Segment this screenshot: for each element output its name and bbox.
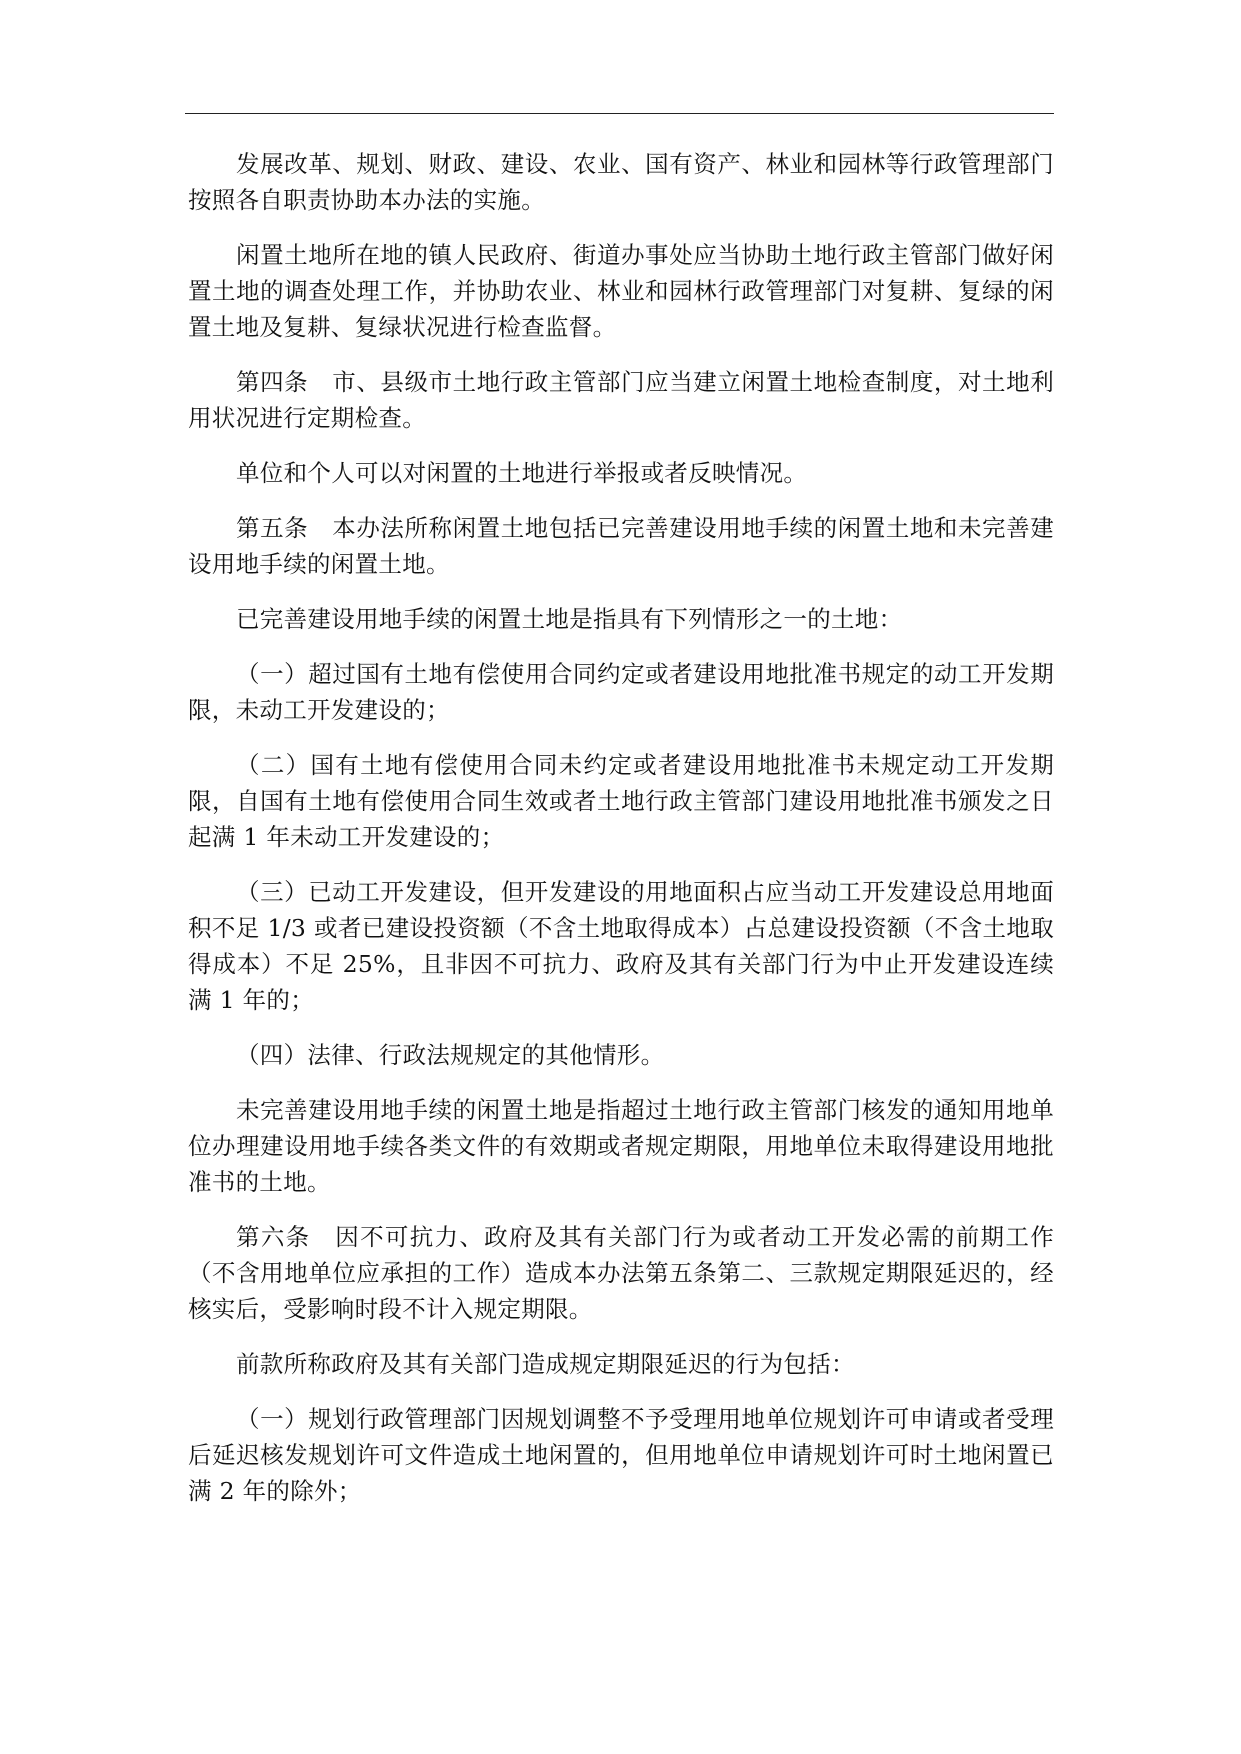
paragraph-item-3: （三）已动工开发建设，但开发建设的用地面积占应当动工开发建设总用地面积不足 1/3 或者已建设投资额（不含土地取得成本）占总建设投资额（不含土地取得成本）不足 25%，且非因不可抗力、政府及其有关部门行为中止开发建设连续满 1 年的； <box>188 878 1054 1014</box>
paragraph-item-1: （一）超过国有土地有偿使用合同约定或者建设用地批准书规定的动工开发期限，未动工开发建设的； <box>188 660 1054 724</box>
paragraph-uncompleted-procedures-definition: 未完善建设用地手续的闲置土地是指超过土地行政主管部门核发的通知用地单位办理建设用地手续各类文件的有效期或者规定期限，用地单位未取得建设用地批准书的土地。 <box>188 1096 1054 1196</box>
paragraph-government-delay-behaviors: 前款所称政府及其有关部门造成规定期限延迟的行为包括： <box>236 1350 855 1378</box>
paragraph-planning-delay-item-1: （一）规划行政管理部门因规划调整不予受理用地单位规划许可申请或者受理后延迟核发规划许可文件造成土地闲置的，但用地单位申请规划许可时土地闲置已满 2 年的除外； <box>188 1405 1054 1505</box>
paragraph-completed-procedures-definition: 已完善建设用地手续的闲置土地是指具有下列情形之一的土地： <box>236 605 903 633</box>
paragraph-item-4: （四）法律、行政法规规定的其他情形。 <box>236 1041 665 1069</box>
paragraph-item-2: （二）国有土地有偿使用合同未约定或者建设用地批准书未规定动工开发期限，自国有土地有偿使用合同生效或者土地行政主管部门建设用地批准书颁发之日起满 1 年未动工开发建设的； <box>188 751 1054 851</box>
paragraph-town-government-assist: 闲置土地所在地的镇人民政府、街道办事处应当协助土地行政主管部门做好闲置土地的调查处理工作，并协助农业、林业和园林行政管理部门对复耕、复绿的闲置土地及复耕、复绿状况进行检查监督。 <box>188 241 1054 341</box>
paragraph-report: 单位和个人可以对闲置的土地进行举报或者反映情况。 <box>236 459 808 487</box>
paragraph-implementation-assist: 发展改革、规划、财政、建设、农业、国有资产、林业和园林等行政管理部门按照各自职责协助本办法的实施。 <box>188 150 1054 214</box>
header-rule <box>185 113 1054 114</box>
paragraph-article-5: 第五条 本办法所称闲置土地包括已完善建设用地手续的闲置土地和未完善建设用地手续的闲置土地。 <box>188 514 1054 578</box>
document-body <box>188 146 1054 1528</box>
paragraph-article-4: 第四条 市、县级市土地行政主管部门应当建立闲置土地检查制度，对土地利用状况进行定期检查。 <box>188 368 1054 432</box>
paragraph-article-6: 第六条 因不可抗力、政府及其有关部门行为或者动工开发必需的前期工作（不含用地单位应承担的工作）造成本办法第五条第二、三款规定期限延迟的，经核实后，受影响时段不计入规定期限。 <box>188 1223 1054 1323</box>
